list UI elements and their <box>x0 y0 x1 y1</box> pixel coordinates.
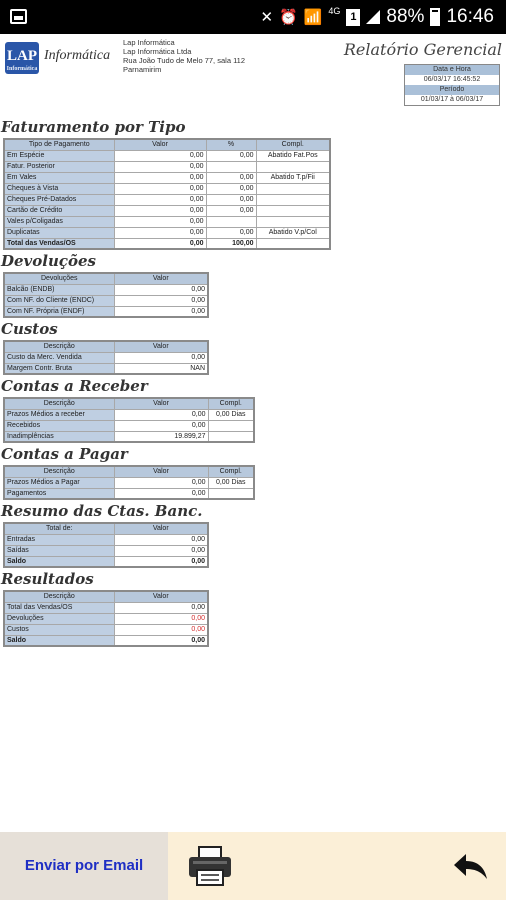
table-header-row <box>4 273 208 284</box>
cell-value <box>208 420 254 431</box>
cell-value: 100,00 <box>206 238 256 249</box>
network-type: 4G <box>328 6 341 16</box>
cell-value: 0,00 <box>206 227 256 238</box>
cell-value: 0,00 Dias <box>208 409 254 420</box>
cell-value: 0,00 <box>114 488 208 499</box>
company-line: Parnamirim <box>123 65 162 74</box>
table-header-row <box>4 139 330 150</box>
table-row <box>4 183 330 194</box>
signal-icon <box>366 10 380 24</box>
cell-value: 0,00 <box>114 306 208 317</box>
cell-value: 0,00 <box>114 556 208 567</box>
row-label: Total das Vendas/OS <box>4 602 114 613</box>
table-devolucoes <box>3 272 209 318</box>
cell-value: 0,00 <box>206 172 256 183</box>
table-row <box>4 477 254 488</box>
row-label: Prazos Médios a Pagar <box>4 477 114 488</box>
table-row <box>4 409 254 420</box>
row-label: Fatur. Posterior <box>4 161 114 172</box>
cell-value: 0,00 <box>114 183 206 194</box>
row-label: Prazos Médios a receber <box>4 409 114 420</box>
company-line: Lap Informática Ltda <box>123 47 192 56</box>
cell-value: 0,00 <box>114 295 208 306</box>
table-row <box>4 227 330 238</box>
battery-percent: 88% <box>386 6 425 27</box>
row-label: Cartão de Crédito <box>4 205 114 216</box>
cell-value: 0,00 <box>114 613 208 624</box>
table-faturamento <box>3 138 331 250</box>
table-header-row <box>4 398 254 409</box>
cell-value <box>206 161 256 172</box>
row-label: Custo da Merc. Vendida <box>4 352 114 363</box>
section-faturamento <box>0 118 506 250</box>
cell-value: 0,00 <box>114 161 206 172</box>
table-row <box>4 295 208 306</box>
company-line: Rua João Tudo de Melo 77, sala 112 <box>123 56 246 65</box>
row-label: Vales p/Coligadas <box>4 216 114 227</box>
battery-icon <box>430 8 440 26</box>
section-title: Faturamento por Tipo <box>1 118 186 136</box>
table-pagar <box>3 465 255 500</box>
reply-arrow-icon[interactable] <box>452 850 490 882</box>
row-label: Margem Contr. Bruta <box>4 363 114 374</box>
column-header: Devoluções <box>4 273 114 284</box>
cell-value: 0,00 <box>114 545 208 556</box>
sim-icon: 1 <box>346 9 360 26</box>
row-label: Cheques Pré-Datados <box>4 194 114 205</box>
column-header: Descrição <box>4 398 114 409</box>
cell-value <box>256 183 330 194</box>
column-header: Valor <box>114 398 208 409</box>
cell-value: 0,00 <box>114 352 208 363</box>
alarm-icon: ⏰ <box>279 9 298 26</box>
column-header: Valor <box>114 341 208 352</box>
cell-value <box>206 216 256 227</box>
section-title: Resumo das Ctas. Banc. <box>1 502 203 520</box>
table-row <box>4 488 254 499</box>
column-header: Descrição <box>4 591 114 602</box>
section-bancos <box>0 502 506 568</box>
report-meta-box <box>404 64 500 106</box>
send-email-button[interactable]: Enviar por Email <box>0 832 168 900</box>
cell-value: 0,00 <box>114 284 208 295</box>
cell-value: 0,00 <box>206 194 256 205</box>
row-label: Balcão (ENDB) <box>4 284 114 295</box>
row-label: Saldo <box>4 635 114 646</box>
date-label: Data e Hora <box>405 65 499 75</box>
row-label: Total das Vendas/OS <box>4 238 114 249</box>
cell-value: 0,00 <box>114 194 206 205</box>
cell-value <box>256 238 330 249</box>
cell-value <box>256 216 330 227</box>
table-row <box>4 150 330 161</box>
column-header: Valor <box>114 523 208 534</box>
wifi-icon: 📶 <box>303 9 323 26</box>
row-label: Com NF. Própria (ENDF) <box>4 306 114 317</box>
table-row <box>4 602 208 613</box>
company-logo: LAP Informática <box>5 42 39 74</box>
printer-icon[interactable] <box>186 844 234 888</box>
cell-value: 0,00 <box>114 420 208 431</box>
row-label: Com NF. do Cliente (ENDC) <box>4 295 114 306</box>
cell-value <box>256 161 330 172</box>
cell-value: 0,00 <box>114 624 208 635</box>
table-header-row <box>4 591 208 602</box>
section-resultados <box>0 570 506 647</box>
table-row <box>4 635 208 646</box>
cell-value <box>256 205 330 216</box>
row-label: Saldo <box>4 556 114 567</box>
table-header-row <box>4 466 254 477</box>
cell-value: 0,00 <box>114 477 208 488</box>
table-bancos <box>3 522 209 568</box>
cell-value: 0,00 <box>114 409 208 420</box>
column-header: Compl. <box>208 466 254 477</box>
table-row <box>4 306 208 317</box>
cell-value: 0,00 <box>114 216 206 227</box>
section-custos <box>0 320 506 375</box>
cell-value: 0,00 <box>114 635 208 646</box>
cell-value: NAN <box>114 363 208 374</box>
brand-name: Informática <box>44 48 111 63</box>
cell-value: Abatido T.p/Fii <box>256 172 330 183</box>
column-header: Compl. <box>256 139 330 150</box>
table-row <box>4 284 208 295</box>
cell-value: 0,00 <box>114 238 206 249</box>
period-label: Período <box>405 85 499 95</box>
cell-value <box>208 488 254 499</box>
table-resultados <box>3 590 209 647</box>
cell-value: 19.899,27 <box>114 431 208 442</box>
cell-value: 0,00 <box>114 534 208 545</box>
column-header: Tipo de Pagamento <box>4 139 114 150</box>
table-row <box>4 172 330 183</box>
section-title: Contas a Pagar <box>1 445 128 463</box>
row-label: Entradas <box>4 534 114 545</box>
row-label: Devoluções <box>4 613 114 624</box>
table-header-row <box>4 341 208 352</box>
row-label: Custos <box>4 624 114 635</box>
row-label: Em Espécie <box>4 150 114 161</box>
bottom-toolbar <box>0 832 506 900</box>
table-row <box>4 216 330 227</box>
report-body <box>0 116 506 647</box>
cell-value: 0,00 <box>114 602 208 613</box>
vibrate-icon: ✕ <box>260 9 274 26</box>
row-label: Recebidos <box>4 420 114 431</box>
table-row <box>4 161 330 172</box>
table-custos <box>3 340 209 375</box>
row-label: Em Vales <box>4 172 114 183</box>
section-pagar <box>0 445 506 500</box>
column-header: Valor <box>114 139 206 150</box>
cell-value: Abatido V.p/Col <box>256 227 330 238</box>
column-header: Valor <box>114 591 208 602</box>
table-header-row <box>4 523 208 534</box>
table-receber <box>3 397 255 443</box>
gallery-notification-icon <box>10 9 27 24</box>
column-header: % <box>206 139 256 150</box>
status-bar <box>0 0 506 34</box>
table-row <box>4 613 208 624</box>
row-label: Inadimplências <box>4 431 114 442</box>
clock: 16:46 <box>446 6 494 27</box>
table-row <box>4 420 254 431</box>
cell-value: 0,00 <box>114 172 206 183</box>
table-row <box>4 363 208 374</box>
date-value: 06/03/17 16:45:52 <box>405 75 499 85</box>
row-label: Pagamentos <box>4 488 114 499</box>
column-header: Descrição <box>4 466 114 477</box>
column-header: Compl. <box>208 398 254 409</box>
table-row <box>4 545 208 556</box>
table-row <box>4 534 208 545</box>
table-row <box>4 556 208 567</box>
report-title: Relatório Gerencial <box>343 40 502 59</box>
period-value: 01/03/17 à 06/03/17 <box>405 95 499 105</box>
row-label: Duplicatas <box>4 227 114 238</box>
cell-value <box>208 431 254 442</box>
table-row <box>4 194 330 205</box>
cell-value: Abatido Fat.Pos <box>256 150 330 161</box>
section-title: Contas a Receber <box>1 377 148 395</box>
company-line: Lap Informática <box>123 38 175 47</box>
cell-value: 0,00 <box>206 205 256 216</box>
column-header: Descrição <box>4 341 114 352</box>
cell-value: 0,00 <box>206 150 256 161</box>
cell-value <box>256 194 330 205</box>
table-row <box>4 352 208 363</box>
section-title: Devoluções <box>1 252 97 270</box>
section-title: Custos <box>1 320 58 338</box>
section-receber <box>0 377 506 443</box>
cell-value: 0,00 Dias <box>208 477 254 488</box>
cell-value: 0,00 <box>114 205 206 216</box>
column-header: Total de: <box>4 523 114 534</box>
section-devolucoes <box>0 252 506 318</box>
table-row <box>4 238 330 249</box>
cell-value: 0,00 <box>206 183 256 194</box>
company-info <box>123 38 245 74</box>
table-row <box>4 624 208 635</box>
table-row <box>4 431 254 442</box>
cell-value: 0,00 <box>114 227 206 238</box>
cell-value: 0,00 <box>114 150 206 161</box>
column-header: Valor <box>114 273 208 284</box>
column-header: Valor <box>114 466 208 477</box>
section-title: Resultados <box>1 570 94 588</box>
row-label: Saídas <box>4 545 114 556</box>
table-row <box>4 205 330 216</box>
row-label: Cheques à Vista <box>4 183 114 194</box>
